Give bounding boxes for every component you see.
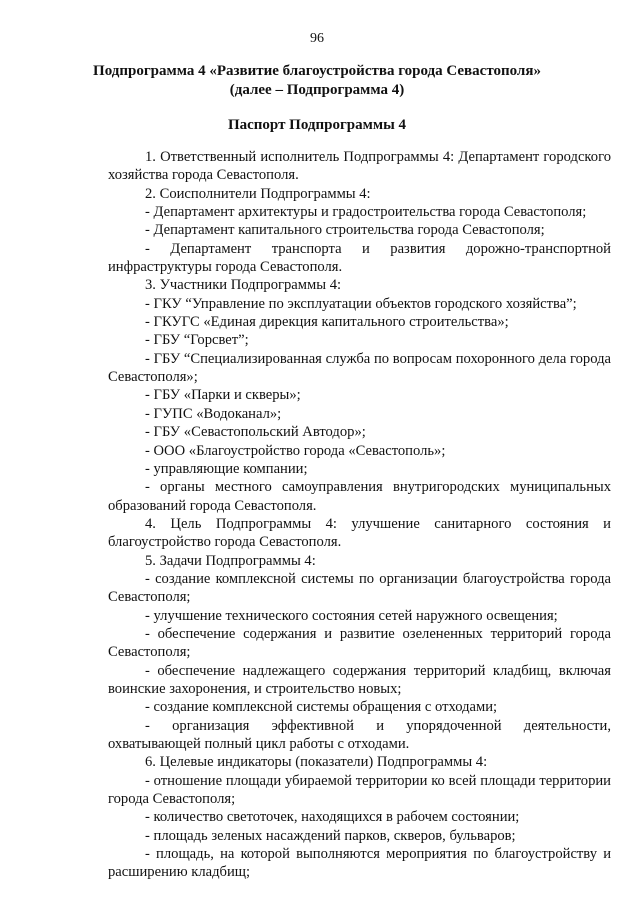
list-item: - Департамент транспорта и развития дорожно-транспортной инфраструктуры города Севастополя.	[108, 240, 611, 276]
list-item: - ГБУ “Горсвет”;	[145, 332, 249, 349]
subprogram-title	[60, 62, 574, 99]
list-item: - ГКУ “Управление по эксплуатации объектов городского хозяйства”;	[145, 295, 577, 312]
passport-heading: Паспорт Подпрограммы 4	[227, 117, 407, 133]
list-item: - органы местного самоуправления внутригородских муниципальных образований города Севастополя.	[108, 479, 611, 514]
list-item: - обеспечение содержания и развитие озелененных территорий города Севастополя;	[108, 625, 611, 661]
list-item: - площадь зеленых насаждений парков, скверов, бульваров;	[145, 827, 516, 844]
paragraph-tasks-heading: 5. Задачи Подпрограммы 4:	[145, 552, 316, 569]
list-item: - ГБУ “Специализированная служба по вопросам похоронного дела города Севастополя»;	[108, 350, 611, 386]
list-item: - создание комплексной системы по организации благоустройства города Севастополя;	[108, 570, 611, 606]
paragraph-co-executors-heading: 2. Соисполнители Подпрограммы 4:	[145, 185, 371, 202]
list-item: - организация эффективной и упорядоченной деятельности, охватывающей полный цикл работы с отходами.	[108, 717, 611, 752]
subprogram-title-line-1: Подпрограмма 4 «Развитие благоустройства города Севастополя»	[93, 63, 541, 79]
list-item: - количество светоточек, находящихся в рабочем состоянии;	[145, 809, 520, 826]
paragraph-participants-heading: 3. Участники Подпрограммы 4:	[145, 277, 342, 294]
list-item: - Департамент капитального строительства города Севастополя;	[145, 222, 545, 239]
subprogram-title-line-2: (далее – Подпрограмма 4)	[229, 81, 405, 98]
paragraph-goal: 4. Цель Подпрограммы 4: улучшение санитарного состояния и благоустройство города Севастополя.	[108, 515, 611, 551]
list-item: - отношение площади убираемой территории ко всей площади территории города Севастополя;	[108, 772, 611, 808]
list-item: - управляющие компании;	[145, 460, 308, 477]
list-item: - обеспечение надлежащего содержания территорий кладбищ, включая воинские захоронения, и строительство новых;	[108, 662, 611, 697]
list-item: - создание комплексной системы обращения с отходами;	[145, 699, 498, 716]
list-item: - ГКУГС «Единая дирекция капитального строительства»;	[145, 314, 509, 331]
list-item: - ООО «Благоустройство города «Севастополь»;	[145, 442, 446, 459]
list-item: - ГБУ «Севастопольский Автодор»;	[145, 424, 366, 441]
paragraph-indicators-heading: 6. Целевые индикаторы (показатели) Подпрограммы 4:	[145, 754, 488, 771]
passport-body	[108, 148, 611, 882]
list-item: - ГУПС «Водоканал»;	[145, 405, 282, 422]
list-item: - Департамент архитектуры и градостроительства города Севастополя;	[145, 204, 587, 221]
list-item: - улучшение технического состояния сетей наружного освещения;	[145, 607, 558, 624]
list-item: - площадь, на которой выполняются мероприятия по благоустройству и расширению кладбищ;	[108, 846, 611, 881]
paragraph-responsible-executor: 1. Ответственный исполнитель Подпрограммы 4: Департамент городского хозяйства города Севастополя.	[108, 149, 611, 184]
page-number: 96	[310, 31, 324, 46]
list-item: - ГБУ «Парки и скверы»;	[145, 387, 301, 404]
